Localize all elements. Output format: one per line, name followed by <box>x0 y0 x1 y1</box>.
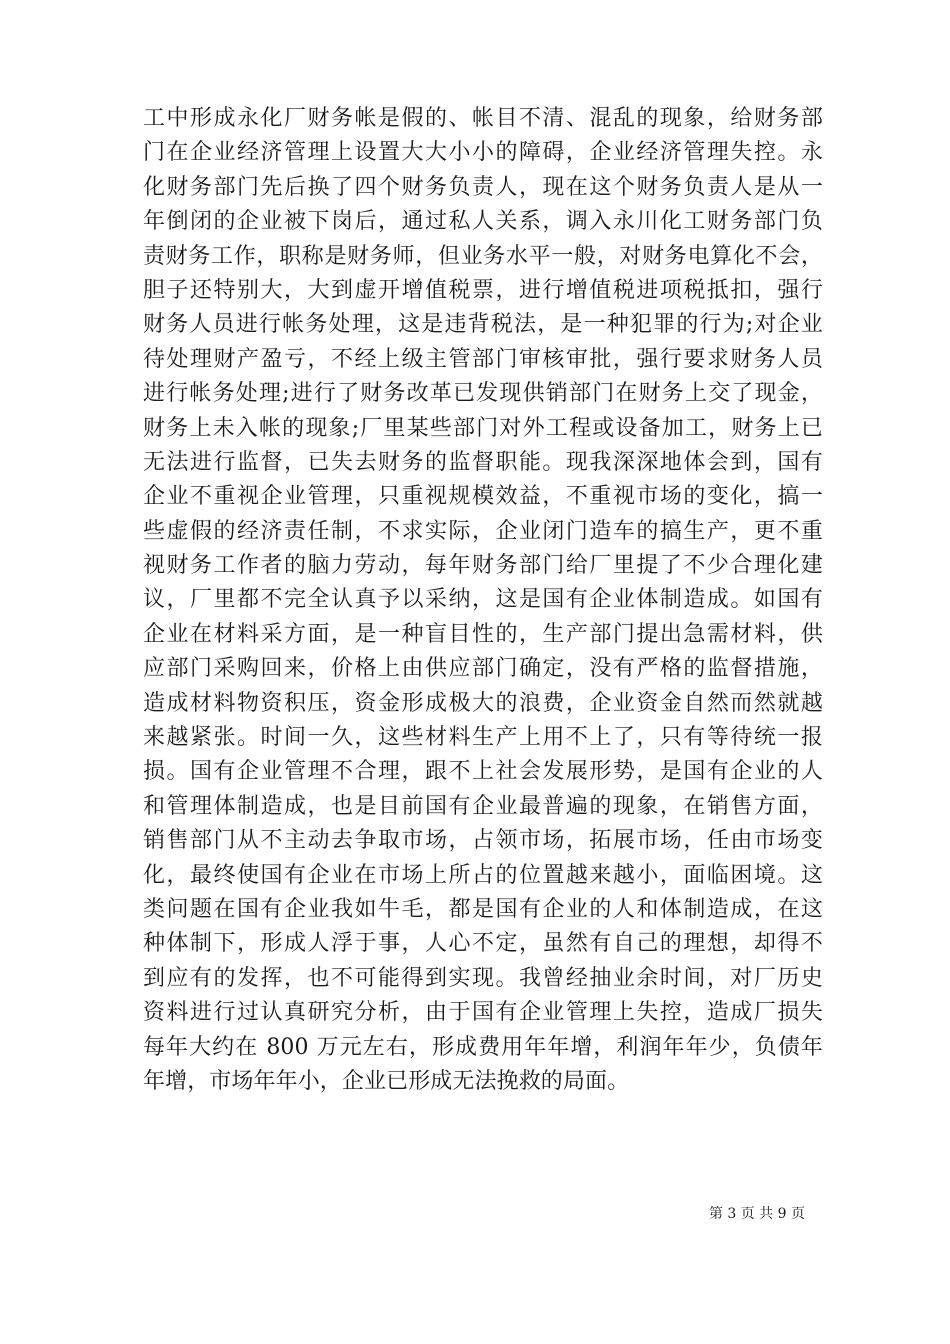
text-line: 损。国有企业管理不合理，跟不上社会发展形势，是国有企业的人 <box>143 759 823 785</box>
text-line: 类问题在国有企业我如牛毛，都是国有企业的人和体制造成，在这 <box>143 896 823 922</box>
text-line: 种体制下，形成人浮于事，人心不定，虽然有自己的理想，却得不 <box>143 931 823 957</box>
text-line: 和管理体制造成，也是目前国有企业最普遍的现象，在销售方面， <box>143 793 823 819</box>
text-line: 来越紧张。时间一久，这些材料生产上用不上了，只有等待统一报 <box>143 725 823 751</box>
text-line: 化财务部门先后换了四个财务负责人，现在这个财务负责人是从一 <box>143 174 823 200</box>
text-line: 工中形成永化厂财务帐是假的、帐目不清、混乱的现象，给财务部 <box>143 106 823 131</box>
text-line: 进行帐务处理;进行了财务改革已发现供销部门在财务上交了现金， <box>143 381 823 407</box>
text-line: 资料进行过认真研究分析，由于国有企业管理上失控，造成厂损失 <box>143 1000 823 1026</box>
text-line: 每年大约在 800 万元左右，形成费用年年增，利润年年少，负债年 <box>143 1034 823 1060</box>
text-line: 门在企业经济管理上设置大大小小的障碍，企业经济管理失控。永 <box>143 140 823 166</box>
text-line: 议，厂里都不完全认真予以采纳，这是国有企业体制造成。如国有 <box>143 587 823 613</box>
text-line: 财务上未入帐的现象;厂里某些部门对外工程或设备加工，财务上已 <box>143 415 823 441</box>
text-line: 待处理财产盈亏，不经上级主管部门审核审批，强行要求财务人员 <box>143 346 823 372</box>
text-line: 企业在材料采方面，是一种盲目性的，生产部门提出急需材料，供 <box>143 621 823 647</box>
text-line: 应部门采购回来，价格上由供应部门确定，没有严格的监督措施， <box>143 656 823 682</box>
text-line: 企业不重视企业管理，只重视规模效益，不重视市场的变化，搞一 <box>143 484 823 510</box>
text-line: 年倒闭的企业被下岗后，通过私人关系，调入永川化工财务部门负 <box>143 209 823 235</box>
text-line-last: 年增，市场年年小，企业已形成无法挽救的局面。 <box>143 1068 630 1094</box>
text-line: 些虚假的经济责任制，不求实际，企业闭门造车的搞生产，更不重 <box>143 518 823 544</box>
text-line: 销售部门从不主动去争取市场，占领市场，拓展市场，任由市场变 <box>143 828 823 854</box>
text-line: 化，最终使国有企业在市场上所占的位置越来越小，面临困境。这 <box>143 862 823 888</box>
text-line: 责财务工作，职称是财务师，但业务水平一般，对财务电算化不会， <box>143 243 823 269</box>
page-number-footer: 第 3 页 共 9 页 <box>708 1206 805 1222</box>
body-paragraph <box>143 102 823 1099</box>
text-line: 胆子还特别大，大到虚开增值税票，进行增值税进项税抵扣，强行 <box>143 277 823 303</box>
text-line: 无法进行监督，已失去财务的监督职能。现我深深地体会到，国有 <box>143 449 823 475</box>
text-line: 到应有的发挥，也不可能得到实现。我曾经抽业余时间，对厂历史 <box>143 965 823 991</box>
text-line: 财务人员进行帐务处理，这是违背税法，是一种犯罪的行为;对企业 <box>143 312 823 338</box>
text-line: 视财务工作者的脑力劳动，每年财务部门给厂里提了不少合理化建 <box>143 553 823 579</box>
text-line: 造成材料物资积压，资金形成极大的浪费，企业资金自然而然就越 <box>143 690 823 716</box>
